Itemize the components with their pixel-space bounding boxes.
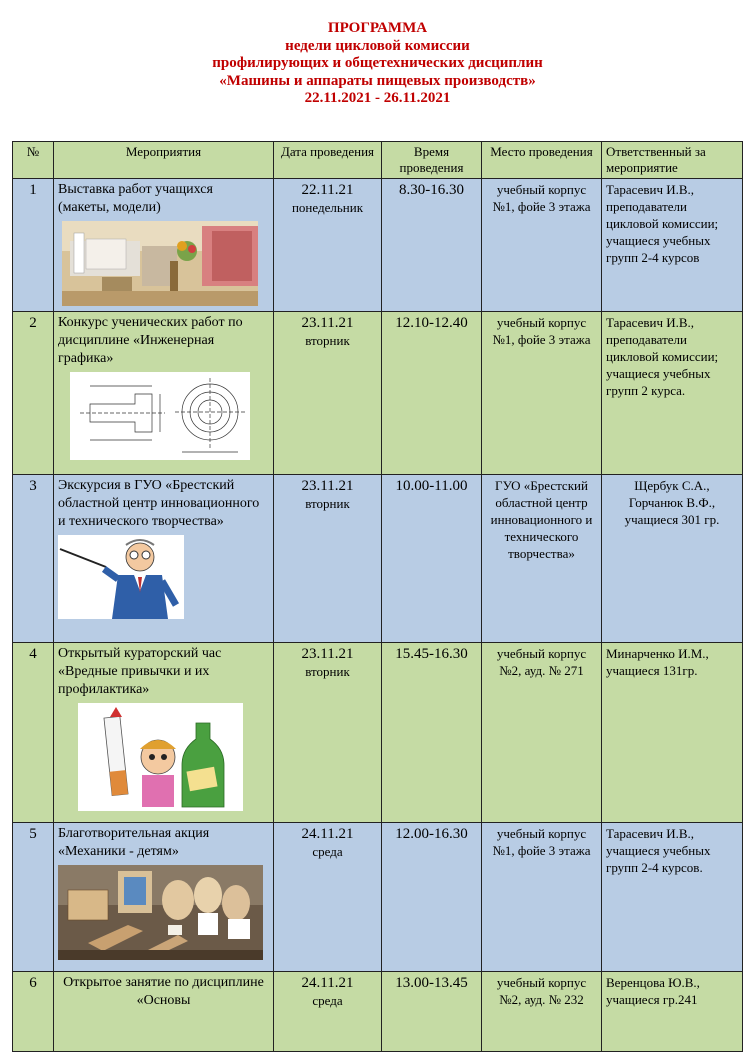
event-cell [54,972,274,1052]
title: ПРОГРАММА [327,20,428,36]
table-row [13,823,743,972]
header-event: Мероприятия [54,142,274,179]
event-place: учебный корпус №2, ауд. № 271 [482,643,602,823]
page-header [0,20,755,108]
table-row [13,312,743,475]
event-weekday: понедельник [291,200,364,215]
event-responsible: Тарасевич И.В., преподаватели цикловой комиссии; учащиеся учебных групп 2 курса. [602,312,743,475]
event-cell [54,823,274,972]
event-date: 22.11.21 [301,182,354,198]
date-cell [274,823,382,972]
row-number: 6 [13,972,54,1052]
program-table [12,141,743,1052]
event-cell [54,312,274,475]
bad-habits-cartoon [78,703,269,811]
event-date: 23.11.21 [301,315,354,331]
event-text: Конкурс ученических работ по дисциплине «Инженерная графика» [58,315,243,366]
row-number: 1 [13,179,54,312]
event-weekday: вторник [305,496,350,511]
header-responsible: Ответственный за мероприятие [602,142,743,179]
wooden-toys-photo [58,865,269,960]
professor-cartoon [58,535,269,619]
event-time: 8.30-16.30 [382,179,482,312]
event-time: 15.45-16.30 [382,643,482,823]
event-responsible: Щербук С.А., Горчанюк В.Ф., учащиеся 301 гр. [602,475,743,643]
event-cell [54,179,274,312]
event-cell [54,643,274,823]
date-cell [274,312,382,475]
engineering-drawing [70,372,269,460]
table-row [13,475,743,643]
event-date: 24.11.21 [301,826,354,842]
event-place: учебный корпус №1, фойе 3 этажа [482,312,602,475]
event-place: ГУО «Брестский областной центр инновационного и технического творчества» [482,475,602,643]
table-row [13,972,743,1052]
event-date: 23.11.21 [301,478,354,494]
header-num: № [13,142,54,179]
event-text: Открытое занятие по дисциплине «Основы [63,975,264,1008]
event-place: учебный корпус №2, ауд. № 232 [482,972,602,1052]
event-responsible: Тарасевич И.В., учащиеся учебных групп 2-4 курсов. [602,823,743,972]
event-date: 24.11.21 [301,975,354,991]
table-row [13,179,743,312]
event-responsible: Веренцова Ю.В., учащиеся гр.241 [602,972,743,1052]
date-cell [274,475,382,643]
event-place: учебный корпус №1, фойе 3 этажа [482,823,602,972]
event-responsible: Тарасевич И.В., преподаватели цикловой комиссии; учащиеся учебных групп 2-4 курсов [602,179,743,312]
row-number: 4 [13,643,54,823]
event-weekday: среда [312,993,343,1008]
event-time: 13.00-13.45 [382,972,482,1052]
event-text: Открытый кураторский час «Вредные привычки и их профилактика» [58,646,222,697]
date-cell [274,643,382,823]
header-time: Время проведения [382,142,482,179]
event-time: 12.00-16.30 [382,823,482,972]
event-time: 10.00-11.00 [382,475,482,643]
subtitle-1: недели цикловой комиссии [285,37,470,54]
exhibition-photo [62,221,269,306]
event-text: Выставка работ учащихся (макеты, модели) [58,182,213,215]
event-weekday: среда [312,844,343,859]
header-place: Место проведения [482,142,602,179]
event-date: 23.11.21 [301,646,354,662]
row-number: 3 [13,475,54,643]
subtitle-2: профилирующих и общетехнических дисциплин [212,55,543,71]
event-cell [54,475,274,643]
event-text: Экскурсия в ГУО «Брестский областной центр инновационного и технического творчества» [58,478,260,529]
event-time: 12.10-12.40 [382,312,482,475]
event-weekday: вторник [305,333,350,348]
row-number: 2 [13,312,54,475]
table-row [13,643,743,823]
date-range: 22.11.2021 - 26.11.2021 [304,90,451,106]
header-date: Дата проведения [274,142,382,179]
event-responsible: Минарченко И.М., учащиеся 131гр. [602,643,743,823]
row-number: 5 [13,823,54,972]
subtitle-3: «Машины и аппараты пищевых производств» [219,72,536,89]
event-text: Благотворительная акция «Механики - детям» [58,826,210,859]
date-cell [274,972,382,1052]
event-weekday: вторник [305,664,350,679]
event-place: учебный корпус №1, фойе 3 этажа [482,179,602,312]
date-cell [274,179,382,312]
table-header-row [13,142,743,179]
